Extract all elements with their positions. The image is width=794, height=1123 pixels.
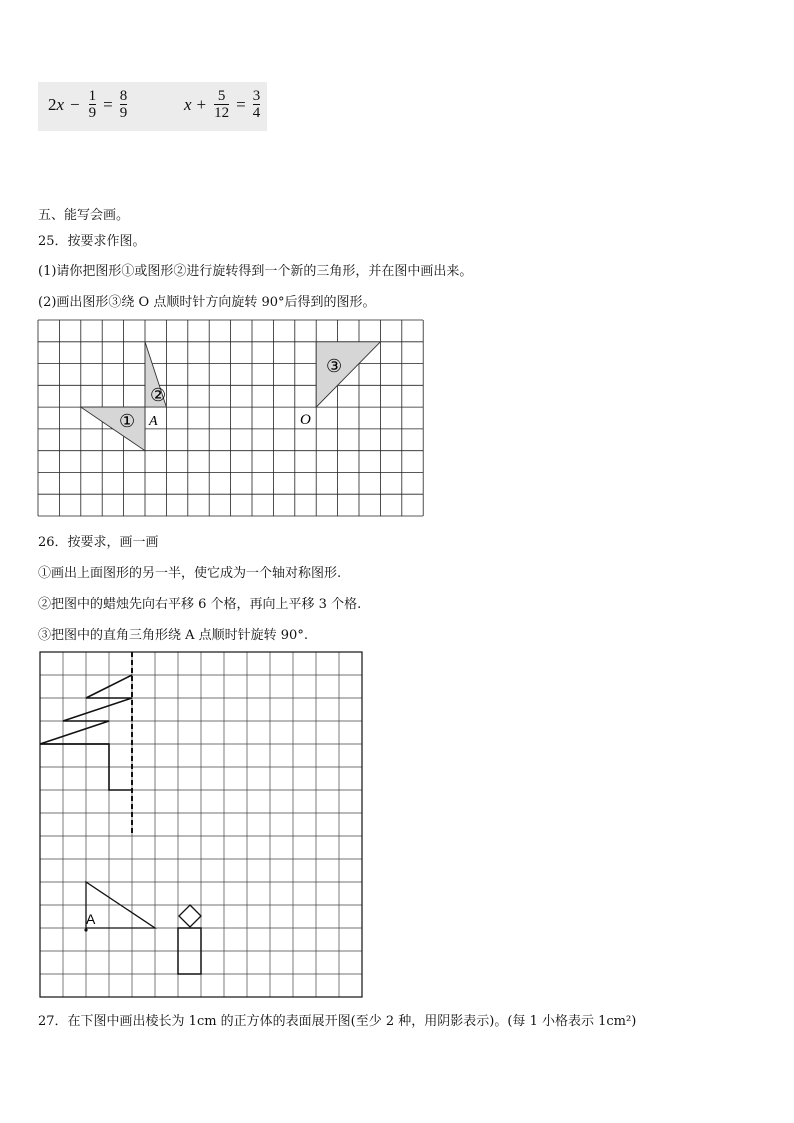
point-a-label: A bbox=[149, 414, 158, 429]
point-a-dot bbox=[84, 928, 87, 931]
eq2-equals: = bbox=[236, 94, 246, 114]
section-title: 五、能写会画。 bbox=[38, 208, 130, 223]
point-o-label: O bbox=[300, 412, 311, 428]
label-1: ① bbox=[119, 411, 136, 432]
q26-line1: ①画出上面图形的另一半，使它成为一个轴对称图形. bbox=[38, 566, 342, 581]
eq1-frac-left: $\frac{1}{9}$ bbox=[88, 88, 97, 121]
q26-line2: ②把图中的蜡烛先向右平移 6 个格，再向上平移 3 个格. bbox=[38, 597, 362, 612]
eq1-frac-right: $\frac{8}{9}$ bbox=[119, 88, 128, 121]
eq2-op: + bbox=[196, 94, 207, 114]
candle-flame bbox=[179, 905, 201, 927]
q26-line3: ③把图中的直角三角形绕 A 点顺时针旋转 90°. bbox=[38, 628, 308, 643]
q26-grid-figure bbox=[40, 652, 363, 998]
q25-line1: (1)请你把图形①或图形②进行旋转得到一个新的三角形，并在图中画出来。 bbox=[38, 264, 473, 279]
eq2-var: x bbox=[184, 94, 192, 114]
eq1-coef: 2 bbox=[48, 94, 57, 114]
equation-2 bbox=[184, 88, 263, 121]
eq1-op: − bbox=[70, 94, 80, 114]
eq2-frac-left: $\frac{5}{12}$ bbox=[214, 88, 230, 121]
q25-line2: (2)画出图形③绕 O 点顺时针方向旋转 90°后得到的图形。 bbox=[38, 295, 376, 310]
point-a-label: A bbox=[86, 911, 96, 927]
eq1-equals: = bbox=[103, 94, 113, 114]
eq1-var: x bbox=[56, 94, 65, 114]
q25-grid-figure bbox=[38, 320, 424, 516]
q25-title: 25．按要求作图。 bbox=[38, 234, 146, 249]
equation-box bbox=[38, 82, 267, 131]
q27-title: 27．在下图中画出棱长为 1cm 的正方体的表面展开图(至少 2 种，用阴影表示)。(每 1 小格表示 1cm²) bbox=[38, 1014, 637, 1029]
label-2: ② bbox=[150, 385, 167, 406]
q26-title: 26．按要求，画一画 bbox=[38, 535, 159, 550]
label-3: ③ bbox=[326, 356, 343, 377]
eq2-frac-right: $\frac{3}{4}$ bbox=[252, 88, 261, 121]
equation-1 bbox=[48, 88, 130, 121]
